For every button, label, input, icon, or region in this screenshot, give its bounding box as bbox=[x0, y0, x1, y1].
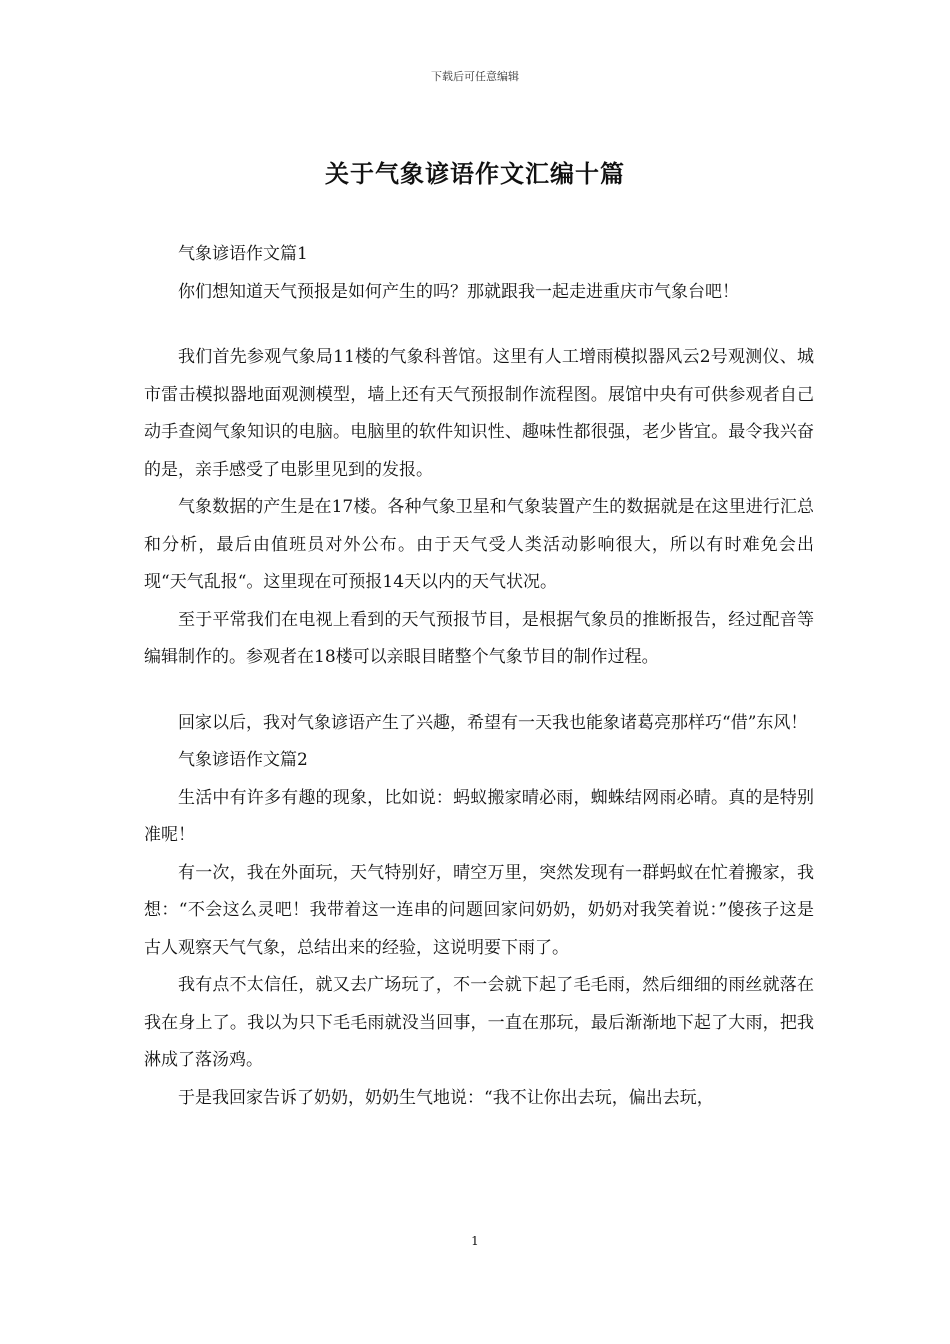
document-body bbox=[144, 236, 814, 1117]
paragraph-grandma: 于是我回家告诉了奶奶，奶奶生气地说：“我不让你出去玩，偏出去玩， bbox=[178, 1087, 714, 1108]
section-heading-1: 气象谚语作文篇1 bbox=[178, 244, 308, 264]
paragraph-rain: 我有点不太信任，就又去广场玩了，不一会就下起了毛毛雨，然后细细的雨丝就落在我在身上了。我以为只下毛毛雨就没当回事，一直在那玩，最后渐渐地下起了大雨，把我淋成了落汤鸡。 bbox=[144, 975, 814, 1070]
section-heading-2: 气象谚语作文篇2 bbox=[178, 750, 308, 770]
paragraph-intro: 你们想知道天气预报是如何产生的吗？那就跟我一起走进重庆市气象台吧！ bbox=[178, 281, 739, 302]
header-note: 下载后可任意编辑 bbox=[431, 70, 519, 83]
page-number: 1 bbox=[471, 1234, 479, 1248]
paragraph-data: 气象数据的产生是在17楼。各种气象卫星和气象装置产生的数据就是在这里进行汇总和分析，最后由值班员对外公布。由于天气受人类活动影响很大，所以有时难免会出现“天气乱报“。这里现在可预报14天以内的天气状况。 bbox=[144, 497, 814, 592]
paragraph-conclusion: 回家以后，我对气象谚语产生了兴趣，希望有一天我也能象诸葛亮那样巧“借”东风！ bbox=[178, 712, 808, 733]
paragraph-ants: 有一次，我在外面玩，天气特别好，晴空万里，突然发现有一群蚂蚁在忙着搬家，我想：“不会这么灵吧！我带着这一连串的问题回家问奶奶，奶奶对我笑着说：”傻孩子这是古人观察天气气象，总结出来的经验，这说明要下雨了。 bbox=[144, 862, 814, 958]
document-title: 关于气象谚语作文汇编十篇 bbox=[325, 159, 625, 188]
paragraph-phenomena: 生活中有许多有趣的现象，比如说：蚂蚁搬家晴必雨，蜘蛛结网雨必晴。真的是特别准呢！ bbox=[144, 787, 814, 845]
paragraph-tv-program: 至于平常我们在电视上看到的天气预报节目，是根据气象员的推断报告，经过配音等编辑制作的。参观者在18楼可以亲眼目睹整个气象节目的制作过程。 bbox=[144, 609, 814, 667]
paragraph-museum: 我们首先参观气象局11楼的气象科普馆。这里有人工增雨模拟器风云2号观测仪、城市雷击模拟器地面观测模型，墙上还有天气预报制作流程图。展馆中央有可供参观者自己动手查阅气象知识的电脑。电脑里的软件知识性、趣味性都很强，老少皆宜。最令我兴奋的是，亲手感受了电影里见到的发报。 bbox=[144, 347, 814, 480]
